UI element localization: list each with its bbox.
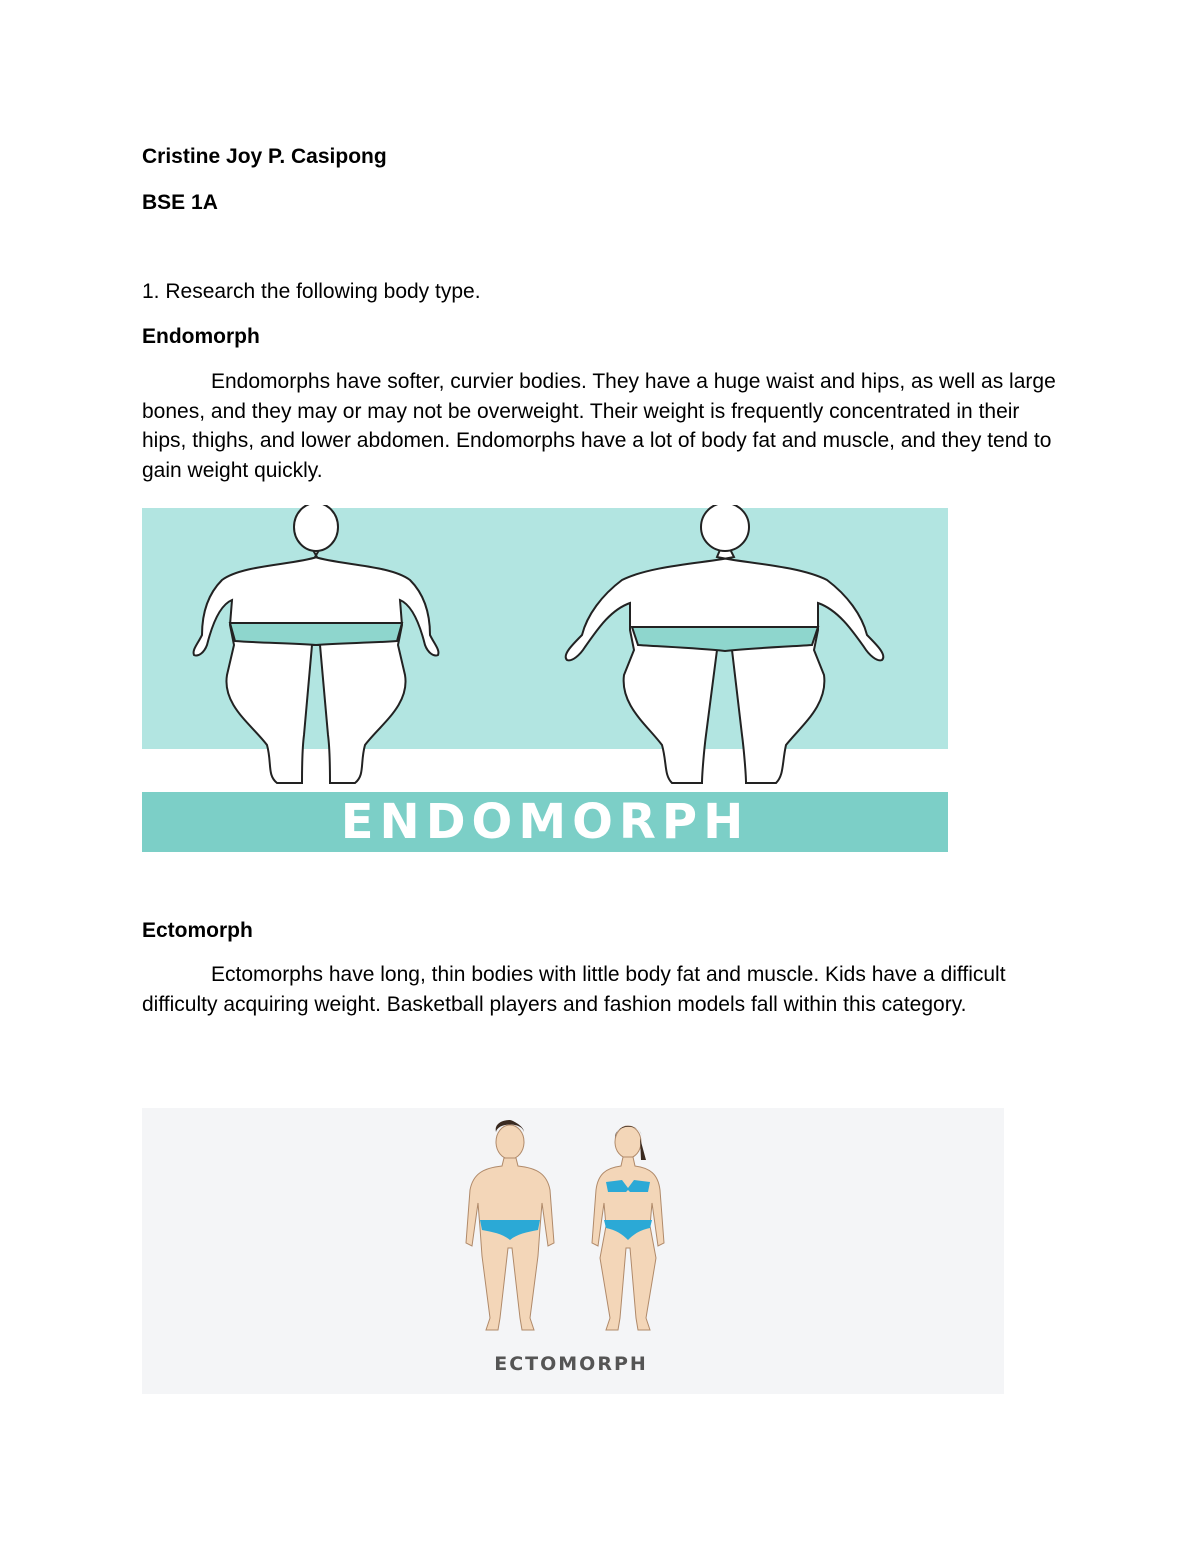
- author-name: Cristine Joy P. Casipong: [142, 145, 387, 168]
- section-label: BSE 1A: [142, 191, 218, 214]
- instruction-text: 1. Research the following body type.: [142, 280, 481, 303]
- ectomorph-paragraph: Ectomorphs have long, thin bodies with little body fat and muscle. Kids have a difficult difficulty acquiring weight. Basketball players and fashion models fall within this category.: [142, 963, 1006, 1016]
- ectomorph-illustration: [142, 1108, 1004, 1394]
- endomorph-illustration: [142, 505, 948, 852]
- ectomorph-label: ECTOMORPH: [494, 1353, 648, 1375]
- endomorph-label: ENDOMORPH: [340, 794, 750, 850]
- endomorph-figure: [142, 505, 948, 852]
- endomorph-heading: Endomorph: [142, 325, 260, 348]
- ectomorph-figure: [142, 1108, 1004, 1394]
- ectomorph-heading: Ectomorph: [142, 919, 253, 942]
- endomorph-paragraph: Endomorphs have softer, curvier bodies. They have a huge waist and hips, as well as large bones, and they may or may not be overweight. Their weight is frequently concentrated in their hips, thighs, and lower abdomen. Endomorphs have a lot of body fat and muscle, and they tend to gain weight quickly.: [142, 370, 1056, 482]
